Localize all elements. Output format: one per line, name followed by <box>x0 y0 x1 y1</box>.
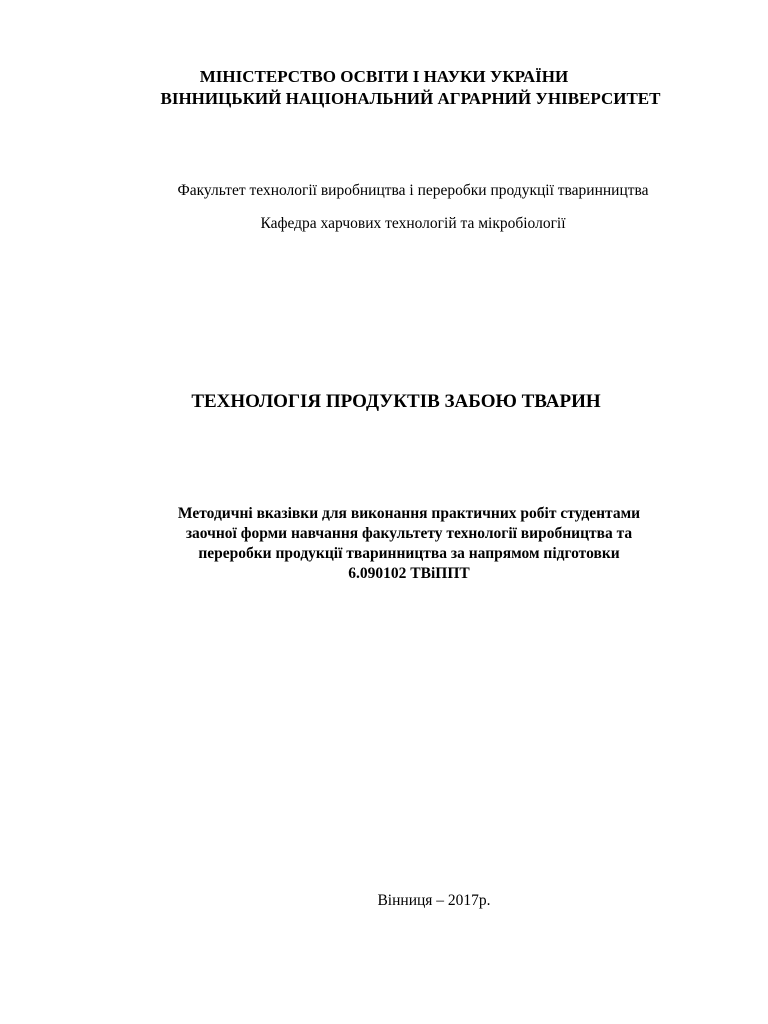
university-heading: ВІННИЦЬКИЙ НАЦІОНАЛЬНИЙ АГРАРНИЙ УНІВЕРСИТЕТ <box>160 89 661 108</box>
subtitle-line: заочної форми навчання факультету технології виробництва та <box>185 525 633 542</box>
subtitle-line: переробки продукції тваринництва за напрямом підготовки <box>198 545 620 562</box>
subtitle-line: Методичні вказівки для виконання практичних робіт студентами <box>177 505 641 522</box>
city-year: Вінниця – 2017р. <box>377 892 491 909</box>
document-title: ТЕХНОЛОГІЯ ПРОДУКТІВ ЗАБОЮ ТВАРИН <box>191 391 601 412</box>
faculty-name: Факультет технології виробництва і переробки продукції тваринництва <box>177 182 649 199</box>
subtitle-line: 6.090102 ТВіППТ <box>348 565 470 582</box>
department-name: Кафедра харчових технологій та мікробіології <box>260 215 566 232</box>
ministry-heading: МІНІСТЕРСТВО ОСВІТИ І НАУКИ УКРАЇНИ <box>199 67 569 86</box>
document-subtitle <box>0 504 768 584</box>
